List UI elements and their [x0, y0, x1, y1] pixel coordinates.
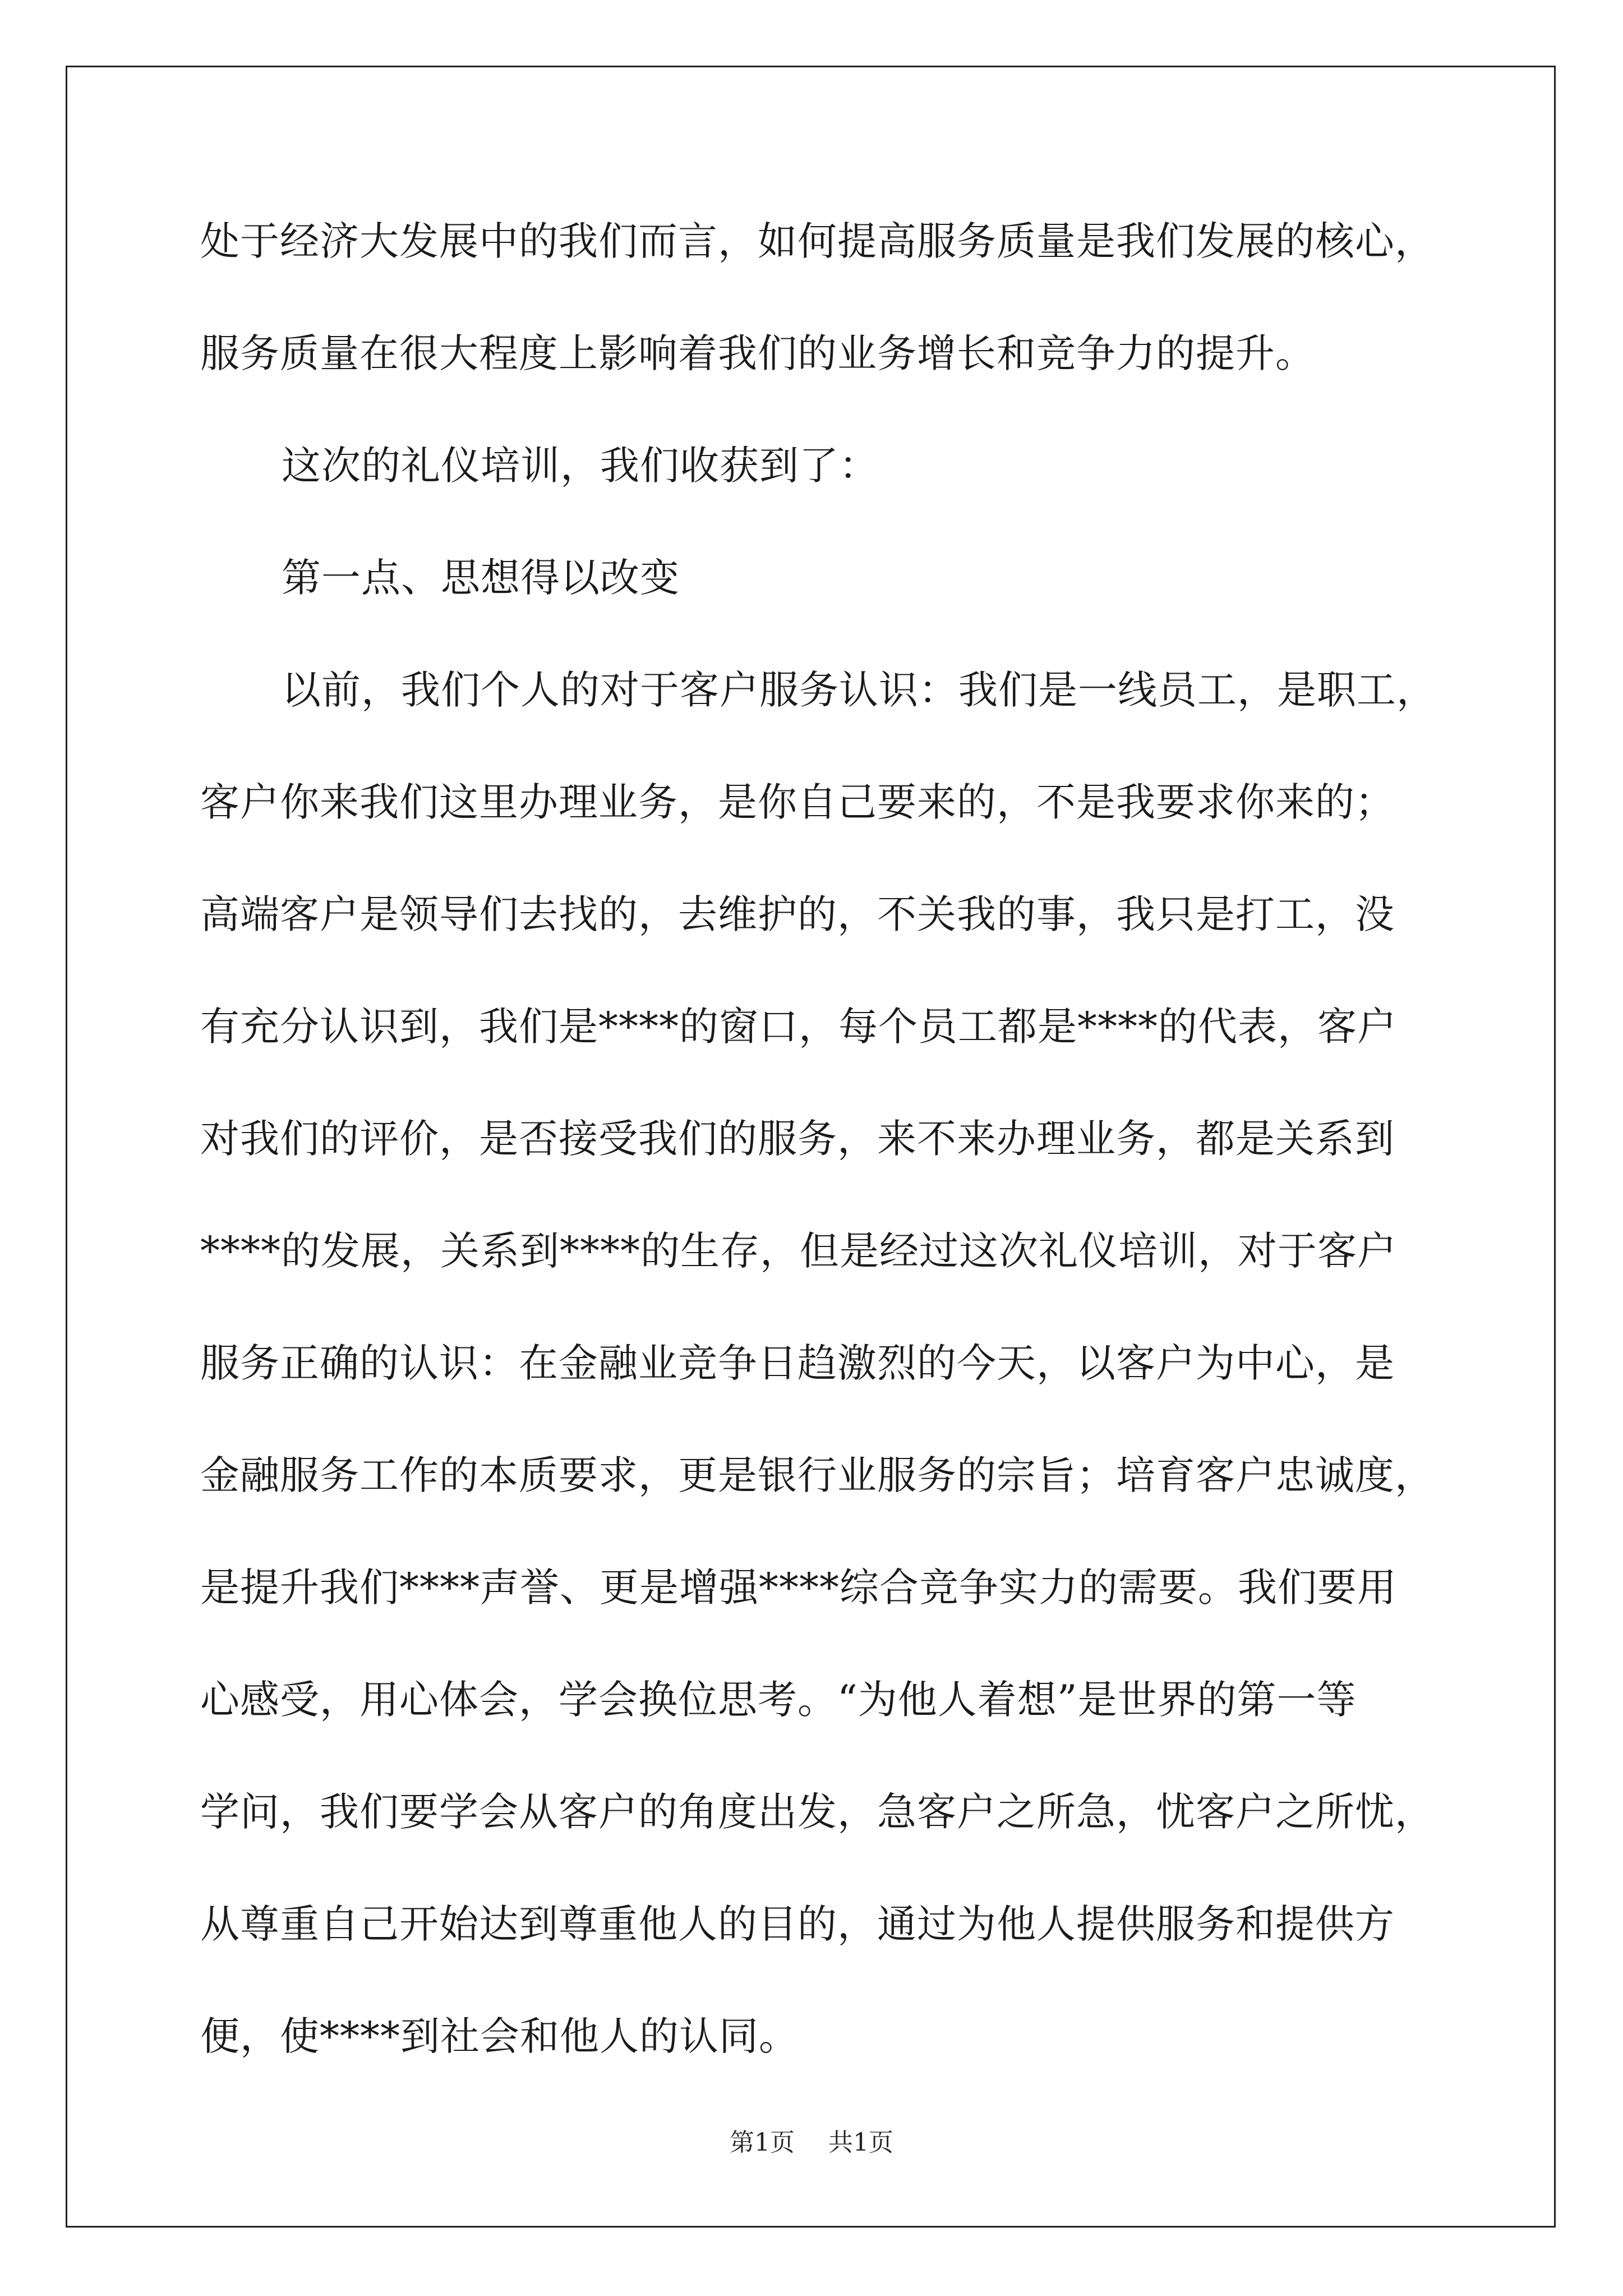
text-line-14: 心感受，用心体会，学会换位思考。“为他人着想”是世界的第一等 [200, 1677, 1357, 1723]
text-line-1: 处于经济大发展中的我们而言，如何提高服务质量是我们发展的核心， [200, 218, 1435, 264]
text-line-6: 客户你来我们这里办理业务，是你自己要来的，不是我要求你来的； [200, 779, 1395, 825]
text-line-8: 有充分认识到，我们是****的窗口，每个员工都是****的代表，客户 [200, 1004, 1397, 1050]
text-line-13: 是提升我们****声誉、更是增强****综合竞争实力的需要。我们要用 [200, 1565, 1397, 1611]
text-line-11: 服务正确的认识：在金融业竞争日趋激烈的今天，以客户为中心，是 [200, 1340, 1395, 1386]
text-line-3: 这次的礼仪培训，我们收获到了： [282, 443, 879, 489]
text-line-16: 从尊重自己开始达到尊重他人的目的，通过为他人提供服务和提供方 [200, 1901, 1395, 1947]
page-number-current: 第1页 [730, 2128, 795, 2157]
text-line-9: 对我们的评价，是否接受我们的服务，来不来办理业务，都是关系到 [200, 1116, 1395, 1162]
text-line-17: 便，使****到社会和他人的认同。 [200, 2013, 799, 2059]
text-line-12: 金融服务工作的本质要求，更是银行业服务的宗旨；培育客户忠诚度， [200, 1452, 1435, 1498]
page-number-total: 共1页 [828, 2128, 893, 2157]
page-footer [0, 2126, 1623, 2160]
document-body [200, 213, 1436, 2120]
section-heading: 第一点、思想得以改变 [282, 555, 680, 601]
text-line-10: ****的发展，关系到****的生存，但是经过这次礼仪培训，对于客户 [200, 1228, 1397, 1274]
text-line-15: 学问，我们要学会从客户的角度出发，急客户之所急，忧客户之所忧， [200, 1789, 1435, 1835]
text-line-5: 以前，我们个人的对于客户服务认识：我们是一线员工，是职工， [282, 667, 1436, 713]
text-line-2: 服务质量在很大程度上影响着我们的业务增长和竞争力的提升。 [200, 330, 1315, 376]
text-line-7: 高端客户是领导们去找的，去维护的，不关我的事，我只是打工，没 [200, 891, 1395, 937]
